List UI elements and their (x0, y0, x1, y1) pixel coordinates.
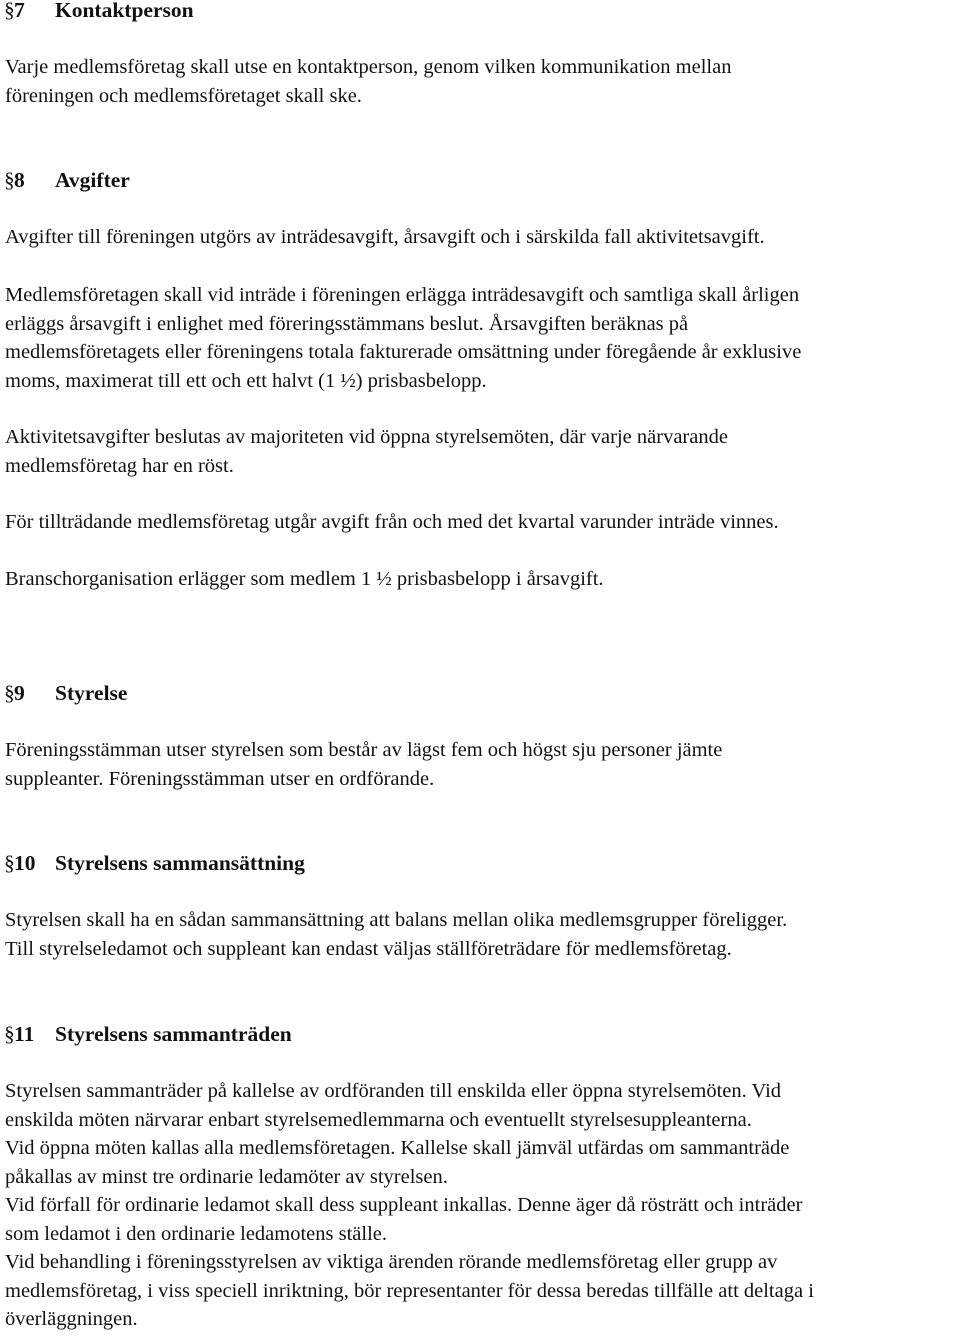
section-symbol: § (4, 681, 15, 705)
section-heading-9 (4, 679, 127, 707)
text-line: Branschorganisation erlägger som medlem 1 ½ prisbasbelopp i årsavgift. (5, 568, 604, 590)
text-line: Vid öppna möten kallas alla medlemsföretagen. Kallelse skall jämväl utfärdas om sammanträde (5, 1137, 790, 1159)
text-line: medlemsföretag har en röst. (5, 454, 234, 477)
section-number: 11 (14, 1022, 35, 1046)
text-line: Till styrelseledamot och suppleant kan endast väljas ställföreträdare för medlemsföretag. (5, 937, 732, 960)
section-number: 10 (14, 851, 36, 875)
section-heading-8 (4, 166, 130, 194)
section-symbol: § (4, 1022, 15, 1046)
section-heading-10 (4, 849, 305, 877)
text-line: som ledamot i den ordinarie ledamotens ställe. (5, 1222, 387, 1245)
text-line: Medlemsföretagen skall vid inträde i föreningen erlägga inträdesavgift och samtliga skall årligen (5, 284, 800, 306)
text-line: föreningen och medlemsföretaget skall ske. (5, 84, 362, 107)
section-8-paragraph-1 (5, 223, 960, 252)
section-heading-11 (4, 1020, 292, 1048)
section-heading-7 (4, 0, 194, 24)
section-number: 8 (14, 168, 25, 192)
section-title: Styrelsens sammansättning (55, 851, 305, 875)
section-title: Styrelsens sammanträden (55, 1022, 292, 1046)
text-line: moms, maximerat till ett och ett halvt (1 ½) prisbasbelopp. (5, 369, 487, 392)
section-11-paragraph-1 (5, 1077, 960, 1334)
section-number: 9 (14, 681, 25, 705)
text-line: Avgifter till föreningen utgörs av inträdesavgift, årsavgift och i särskilda fall aktivitetsavgift. (5, 226, 765, 248)
text-line: enskilda möten närvarar enbart styrelsemedlemmarna och eventuellt styrelsesuppleanterna. (5, 1108, 752, 1131)
text-line: medlemsföretag, i viss speciell inriktning, bör representanter för dessa beredas tillfälle att deltaga i (5, 1279, 814, 1302)
text-line: Föreningsstämman utser styrelsen som består av lägst fem och högst sju personer jämte (5, 739, 723, 761)
section-7-paragraph-1 (5, 53, 960, 110)
section-symbol: § (4, 851, 15, 875)
section-8-paragraph-5 (5, 565, 960, 594)
text-line: överläggningen. (5, 1308, 138, 1330)
text-line: erläggs årsavgift i enlighet med föreringsstämmans beslut. Årsavgiften beräknas på (5, 312, 689, 335)
section-8-paragraph-2 (5, 281, 960, 395)
text-line: påkallas av minst tre ordinarie ledamöter av styrelsen. (5, 1165, 448, 1188)
text-line: Varje medlemsföretag skall utse en kontaktperson, genom vilken kommunikation mellan (5, 56, 732, 78)
text-line: suppleanter. Föreningsstämman utser en ordförande. (5, 767, 435, 790)
section-number: 7 (14, 0, 25, 22)
text-line: medlemsföretagets eller föreningens totala fakturerade omsättning under föregående år exklusive (5, 341, 802, 363)
section-title: Styrelse (55, 681, 128, 705)
section-8-paragraph-4 (5, 508, 960, 537)
section-9-paragraph-1 (5, 736, 960, 793)
text-line: Vid behandling i föreningsstyrelsen av viktiga ärenden rörande medlemsföretag eller grupp av (5, 1251, 778, 1273)
text-line: Styrelsen skall ha en sådan sammansättning att balans mellan olika medlemsgrupper föreligger. (5, 909, 788, 931)
text-line: Vid förfall för ordinarie ledamot skall dess suppleant inkallas. Denne äger då rösträtt och inträder (5, 1194, 803, 1216)
section-8-paragraph-3 (5, 423, 960, 480)
text-line: För tillträdande medlemsföretag utgår avgift från och med det kvartal varunder inträde vinnes. (5, 511, 779, 533)
section-title: Kontaktperson (55, 0, 194, 22)
section-symbol: § (4, 168, 15, 192)
section-10-paragraph-1 (5, 906, 960, 963)
text-line: Styrelsen sammanträder på kallelse av ordföranden till enskilda eller öppna styrelsemöten. Vid (5, 1080, 782, 1102)
section-symbol: § (4, 0, 15, 22)
text-line: Aktivitetsavgifter beslutas av majoriteten vid öppna styrelsemöten, där varje närvarande (5, 426, 728, 448)
section-title: Avgifter (55, 168, 130, 192)
